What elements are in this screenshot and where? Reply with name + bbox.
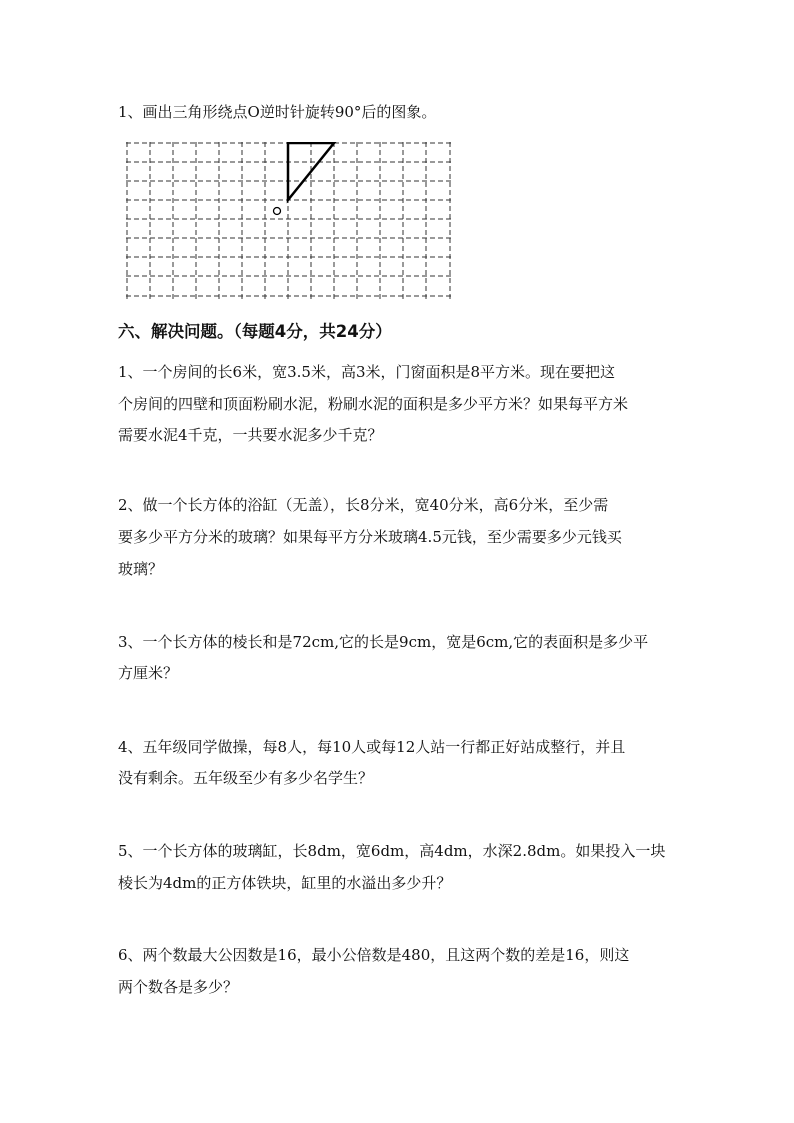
problem-4-line-1: 4、五年级同学做操，每8人，每10人或每12人站一行都正好站成整行，并且 [118, 738, 626, 756]
dashed-grid-figure [126, 142, 452, 300]
problem-2-line-2: 要多少平方分米的玻璃？如果每平方分米玻璃4.5元钱，至少需要多少元钱买 [118, 528, 622, 546]
problem-6-line-1: 6、两个数最大公因数是16，最小公倍数是480，且这两个数的差是16，则这 [118, 946, 630, 964]
point-o-marker [274, 208, 281, 215]
problem-1-line-2: 个房间的四壁和顶面粉刷水泥，粉刷水泥的面积是多少平方米？如果每平方米 [118, 395, 629, 413]
problem-4-line-2: 没有剩余。五年级至少有多少名学生？ [118, 769, 374, 787]
problem-1-line-3: 需要水泥4千克，一共要水泥多少千克？ [118, 426, 383, 444]
problem-5-line-2: 棱长为4dm的正方体铁块，缸里的水溢出多少升？ [118, 874, 452, 892]
problem-3-line-2: 方厘米？ [118, 664, 179, 682]
problem-1-line-1: 1、一个房间的长6米，宽3.5米，高3米，门窗面积是8平方米。现在要把这 [118, 363, 616, 381]
problem-5-line-1: 5、一个长方体的玻璃缸，长8dm，宽6dm，高4dm，水深2.8dm。如果投入一块 [118, 842, 666, 860]
section-six-title: 六、解决问题。（每题4分，共24分） [118, 322, 392, 341]
problem-2-line-3: 玻璃？ [118, 560, 164, 578]
rotation-question: 1、画出三角形绕点O逆时针旋转90°后的图象。 [118, 103, 437, 121]
problem-3-line-1: 3、一个长方体的棱长和是72cm,它的长是9cm，宽是6cm,它的表面积是多少平 [118, 633, 649, 651]
problem-2-line-1: 2、做一个长方体的浴缸（无盖），长8分米，宽40分米，高6分米，至少需 [118, 496, 609, 514]
problem-6-line-2: 两个数各是多少？ [118, 978, 239, 996]
